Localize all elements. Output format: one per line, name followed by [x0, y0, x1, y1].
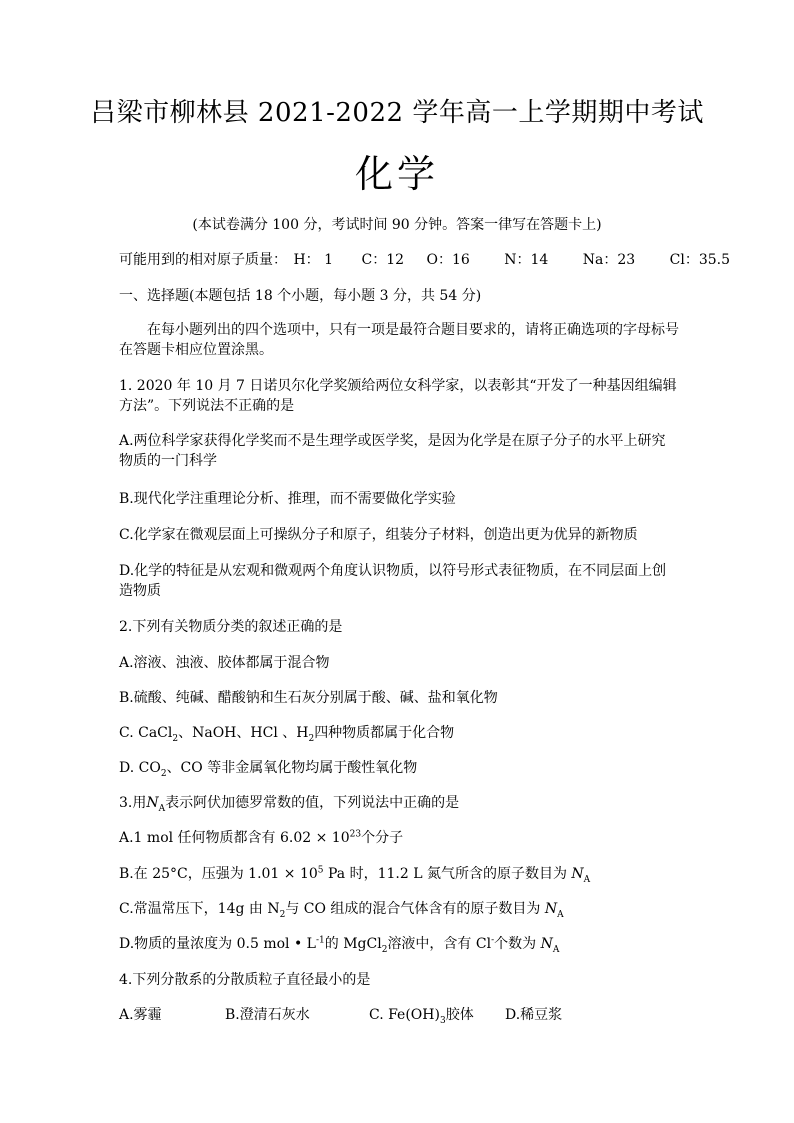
q1-option-b: B.现代化学注重理论分析、推理，而不需要做化学实验 [119, 491, 456, 507]
q3-na-n: N [146, 795, 159, 811]
q2-d-text-1: D. CO [119, 760, 161, 776]
q3-c-na-n: N [544, 901, 558, 917]
q1-option-a: A.两位科学家获得化学奖而不是生理学或医学奖，是因为化学是在原子分子的水平上研究物质的一门科学 [119, 433, 666, 469]
q3-d-sup-2: - [491, 935, 495, 946]
q3-b-na-n: N [571, 866, 584, 882]
q3-d-text-2: 的 MgCl [324, 936, 382, 952]
exam-title: 吕梁市柳林县 2021-2022 学年高一上学期期中考试 [90, 98, 704, 128]
q2-option-d [119, 758, 417, 778]
q3-stem [119, 793, 459, 813]
q4-stem: 4.下列分散系的分散质粒子直径最小的是 [119, 972, 371, 988]
q2-option-c [119, 723, 454, 743]
q2-c-text-1: C. CaCl [119, 725, 173, 741]
q3-a-text-2: 个分子 [361, 830, 404, 846]
q3-a-text-1: A.1 mol 任何物质都含有 6.02 × 10 [119, 830, 350, 846]
q3-option-a [119, 828, 403, 848]
section-heading: 一、选择题(本题包括 18 个小题，每小题 3 分，共 54 分) [119, 288, 482, 304]
q3-na-a: A [158, 803, 166, 814]
q1-stem: 1. 2020 年 10 月 7 日诺贝尔化学奖颁给两位女科学家，以表彰其“开发了一种基因组编辑方法”。下列说法不正确的是 [119, 378, 677, 414]
q3-c-text-1: C.常温常压下，14g 由 N [119, 901, 280, 917]
q2-d-sub-1: 2 [160, 768, 167, 779]
exam-note: (本试卷满分 100 分，考试时间 90 分钟。答案一律写在答题卡上) [192, 217, 602, 233]
q4-options [119, 1005, 639, 1025]
q4-option-b: B.澄清石灰水 [225, 1007, 310, 1023]
atomic-mass-line [119, 250, 730, 270]
q4-c-sub: 3 [439, 1015, 446, 1026]
q3-option-d [119, 934, 559, 954]
atomic-mass-n: N：14 [504, 252, 549, 268]
q3-b-text-2: Pa 时，11.2 L 氮气所含的原子数目为 [323, 866, 572, 882]
q3-d-sub: 2 [381, 944, 388, 955]
q2-option-a: A.溶液、浊液、胶体都属于混合物 [119, 655, 330, 671]
q2-d-text-2: 、CO 等非金属氧化物均属于酸性氧化物 [166, 760, 418, 776]
atomic-mass-na: Na：23 [582, 252, 636, 268]
atomic-mass-c: C：12 [361, 252, 405, 268]
q3-d-sup-1: -1 [315, 935, 325, 946]
q3-c-text-2: 与 CO 组成的混合气体含有的原子数目为 [285, 901, 545, 917]
q3-d-text-3: 溶液中，含有 Cl [387, 936, 492, 952]
atomic-mass-label: 可能用到的相对原子质量： [119, 252, 287, 268]
q3-b-sup: 5 [317, 865, 324, 876]
q4-option-d: D.稀豆浆 [505, 1007, 563, 1023]
q2-option-b: B.硫酸、纯碱、醋酸钠和生石灰分别属于酸、碱、盐和氧化物 [119, 690, 498, 706]
q3-d-na-a: A [552, 944, 560, 955]
q4-option-c [369, 1005, 474, 1025]
q3-option-c [119, 899, 564, 919]
q1-option-c: C.化学家在微观层面上可操纵分子和原子，组装分子材料，创造出更为优异的新物质 [119, 527, 638, 543]
q3-d-text-4: 个数为 [494, 936, 541, 952]
q4-option-a: A.雾霾 [119, 1007, 162, 1023]
q2-c-text-3: 四种物质都属于化合物 [314, 725, 455, 741]
q2-c-text-2: 、NaOH、HCl 、H [178, 725, 309, 741]
q3-c-na-a: A [557, 909, 564, 920]
atomic-mass-h: H： 1 [293, 252, 334, 268]
q2-stem: 2.下列有关物质分类的叙述正确的是 [119, 619, 343, 635]
q2-c-sub-2: 2 [308, 733, 315, 744]
subject-title: 化学 [354, 152, 439, 196]
q3-a-sup: 23 [349, 829, 362, 840]
q3-option-b [119, 864, 590, 884]
section-instruction: 在每小题列出的四个选项中，只有一项是最符合题目要求的，请将正确选项的字母标号在答题卡相应位置涂黑。 [119, 322, 679, 358]
q3-stem-post: 表示阿伏加德罗常数的值，下列说法中正确的是 [165, 795, 460, 811]
q1-option-d: D.化学的特征是从宏观和微观两个角度认识物质，以符号形式表征物质，在不同层面上创造物质 [119, 563, 667, 599]
atomic-mass-o: O：16 [426, 252, 470, 268]
atomic-mass-cl: Cl：35.5 [669, 252, 730, 268]
q3-d-na-n: N [540, 936, 553, 952]
q2-c-sub-1: 2 [172, 733, 179, 744]
q4-c-text-2: 胶体 [445, 1007, 474, 1023]
q3-c-sub: 2 [279, 909, 286, 920]
q4-c-text-1: C. Fe(OH) [369, 1007, 440, 1023]
q3-b-na-a: A [583, 874, 591, 885]
q3-d-text-1: D.物质的量浓度为 0.5 mol • L [119, 936, 316, 952]
q3-stem-pre: 3.用 [119, 795, 147, 811]
q3-b-text-1: B.在 25°C，压强为 1.01 × 10 [119, 866, 318, 882]
